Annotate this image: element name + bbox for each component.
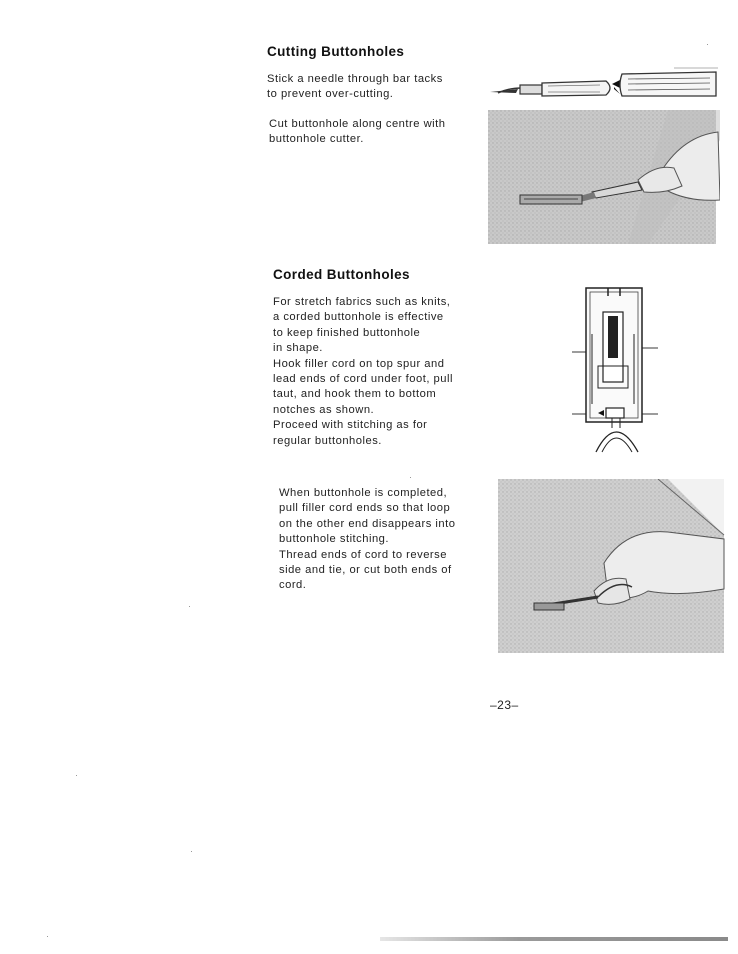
pulling-filler-cord-photo [498,479,726,655]
scan-speck [191,851,192,852]
cutting-buttonholes-heading: Cutting Buttonholes [267,44,405,59]
corded-buttonholes-heading: Corded Buttonholes [273,267,410,282]
scan-edge-bar [380,937,728,941]
cutting-buttonhole-photo [488,110,720,246]
scan-speck [189,606,190,607]
cutting-cutter-instruction: Cut buttonhole along centre with buttonhole cutter. [269,118,446,146]
corded-completion-instructions: When buttonhole is completed, pull filler cord ends so that loop on the other end disappears into buttonhole stitching. Thread ends of cord to reverse side and tie, or cut both ends of cord. [279,487,456,592]
scan-speck [76,775,77,776]
page-number: –23– [490,698,519,712]
scan-speck [410,477,411,478]
scan-speck [707,44,708,45]
scan-speck [47,936,48,937]
corded-buttonhole-instructions: For stretch fabrics such as knits, a corded buttonhole is effective to keep finished buttonhole in shape. Hook filler cord on top spur and lead ends of cord under foot, pull taut, and hook them to bottom notches as shown. Proceed with stitching as for regular buttonholes. [273,296,453,447]
seam-ripper-illustration [488,66,720,106]
cutting-needle-instruction: Stick a needle through bar tacks to prevent over-cutting. [267,73,443,101]
buttonhole-foot-diagram [572,284,662,456]
